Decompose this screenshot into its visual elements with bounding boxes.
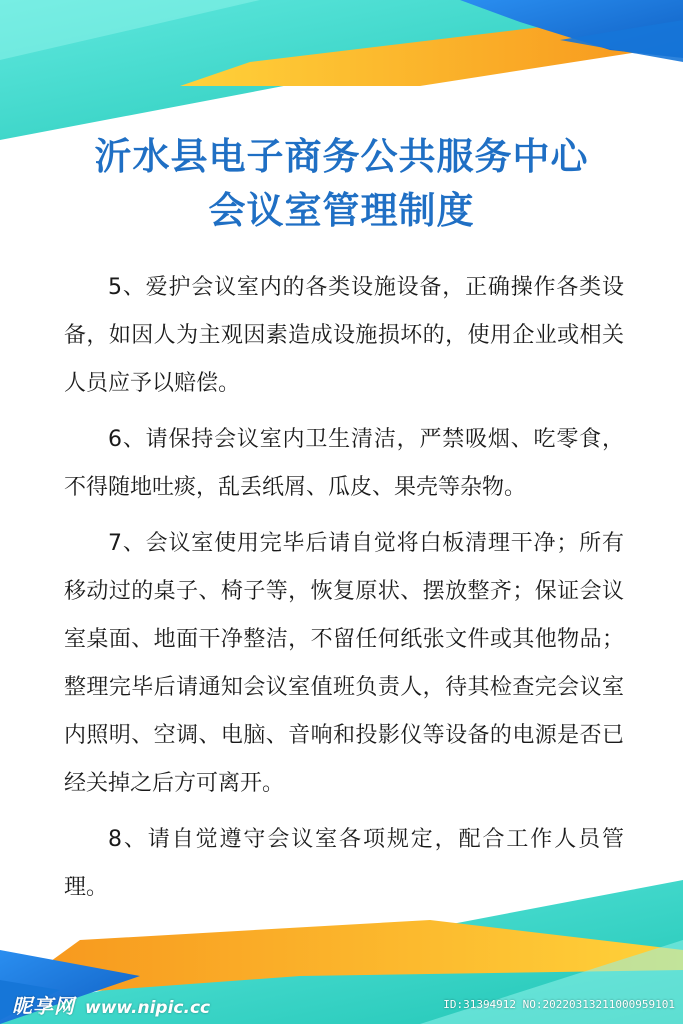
watermark-url: www.nipic.cc	[85, 998, 211, 1018]
rules-body	[64, 264, 624, 920]
top-decoration	[0, 0, 683, 150]
rule-paragraph-5: 5、爱护会议室内的各类设施设备，正确操作各类设备，如因人为主观因素造成设施损坏的，使用企业或相关人员应予以赔偿。	[64, 275, 624, 396]
watermark-logo-text: 昵享网	[12, 994, 75, 1018]
page-title-line-2: 会议室管理制度	[208, 189, 475, 232]
rule-paragraph-6: 6、请保持会议室内卫生清洁，严禁吸烟、吃零食，不得随地吐痰，乱丢纸屑、瓜皮、果壳等杂物。	[64, 427, 624, 500]
watermark-logo	[12, 990, 210, 1019]
rule-paragraph-8: 8、请自觉遵守会议室各项规定，配合工作人员管理。	[64, 827, 624, 900]
rule-paragraph-7: 7、会议室使用完毕后请自觉将白板清理干净；所有移动过的桌子、椅子等，恢复原状、摆放整齐；保证会议室桌面、地面干净整洁，不留任何纸张文件或其他物品；整理完毕后请通知会议室值班负责人，待其检查完会议室内照明、空调、电脑、音响和投影仪等设备的电源是否已经关掉之后方可离开。	[64, 531, 624, 796]
watermark-id: ID:31394912 NO:20220313211000959101	[443, 998, 675, 1011]
page-title-line-1: 沂水县电子商务公共服务中心	[94, 135, 589, 178]
